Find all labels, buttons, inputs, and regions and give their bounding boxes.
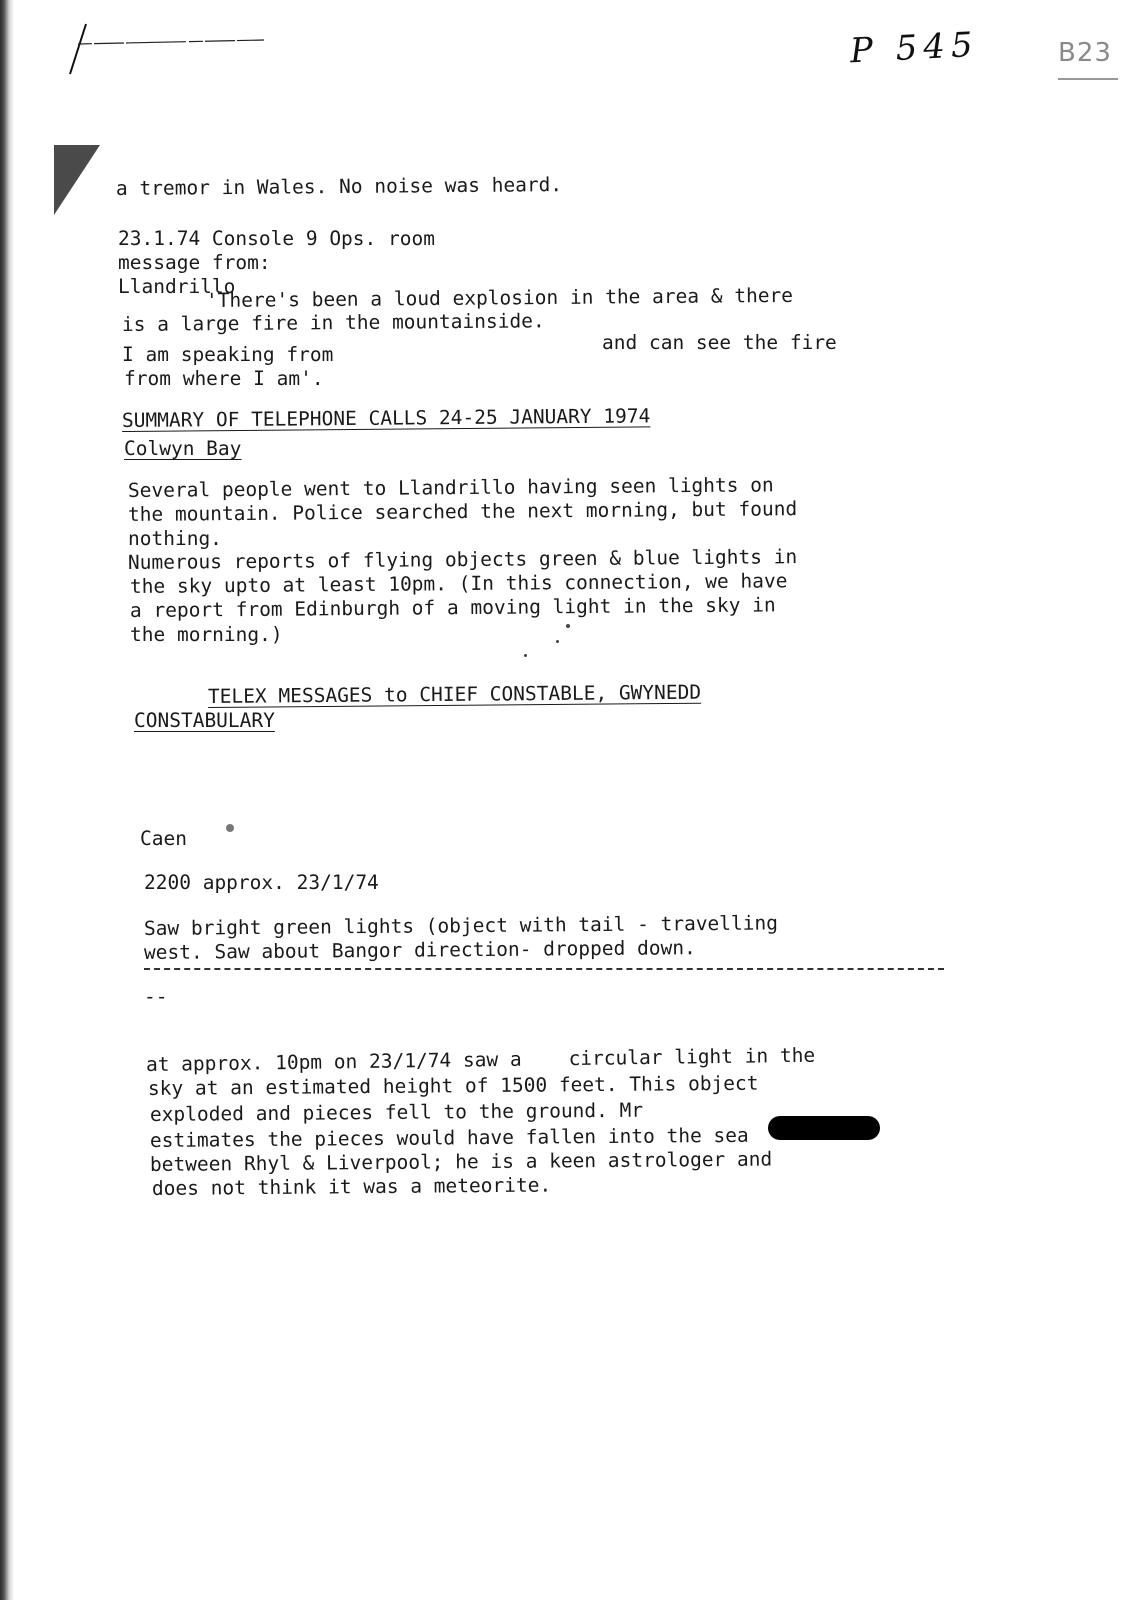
separator-tail: -- (144, 985, 168, 1008)
log-entry-line: 23.1.74 Console 9 Ops. room (118, 227, 435, 250)
summary-line: Several people went to Llandrillo having seen lights on (127, 473, 774, 502)
closing-line: estimates the pieces would have fallen into the sea (149, 1123, 749, 1152)
log-entry-line: I am speaking from (122, 343, 334, 366)
telex-heading-continued: CONSTABULARY (134, 709, 275, 732)
closing-line: between Rhyl & Liverpool; he is a keen astrologer and (149, 1147, 773, 1176)
log-entry-line: message from: (118, 251, 271, 274)
telex-heading: TELEX MESSAGES to CHIEF CONSTABLE, GWYNEDD (207, 680, 702, 708)
summary-line: the morning.) (130, 623, 283, 646)
closing-line: exploded and pieces fell to the ground. Mr (149, 1098, 644, 1126)
scan-speck (566, 624, 570, 628)
summary-line: Numerous reports of flying objects green & blue lights in (127, 545, 798, 574)
scan-speck (556, 640, 559, 643)
telex-report-line: west. Saw about Bangor direction- dropped down. (143, 936, 696, 964)
text-line: a tremor in Wales. No noise was heard. (115, 173, 563, 200)
closing-line: does not think it was a meteorite. (151, 1173, 552, 1200)
document-code-stamp: B23 (1058, 38, 1112, 68)
scan-speck (524, 654, 527, 657)
summary-line: a report from Edinburgh of a moving light in the sky in (129, 593, 776, 622)
dashed-separator (144, 968, 944, 970)
handwritten-page-reference: P 545 (849, 24, 980, 72)
redaction-bar (768, 1116, 880, 1140)
log-entry-line: Llandrillo (118, 275, 236, 298)
summary-line: the mountain. Police searched the next morning, but found (127, 497, 798, 526)
closing-line: at approx. 10pm on 23/1/74 saw a circular light in the (145, 1043, 816, 1076)
closing-line: sky at an estimated height of 1500 feet. This object (147, 1071, 759, 1100)
summary-line: nothing. (128, 527, 222, 550)
log-entry-line: is a large fire in the mountainside. (121, 309, 545, 336)
summary-heading: SUMMARY OF TELEPHONE CALLS 24-25 JANUARY 1974 (121, 404, 651, 432)
log-entry-line: and can see the fire (602, 331, 837, 354)
log-entry-line: 'There's been a loud explosion in the area & there (205, 283, 794, 312)
summary-line: the sky upto at least 10pm. (In this connection, we have (129, 569, 788, 598)
telex-place: Caen (140, 827, 187, 850)
scan-speck (226, 824, 234, 832)
telex-time: 2200 approx. 23/1/74 (144, 871, 379, 894)
log-entry-line: from where I am'. (124, 367, 324, 390)
summary-location: Colwyn Bay (124, 437, 242, 460)
telex-report-line: Saw bright green lights (object with tail - travelling (143, 911, 779, 940)
